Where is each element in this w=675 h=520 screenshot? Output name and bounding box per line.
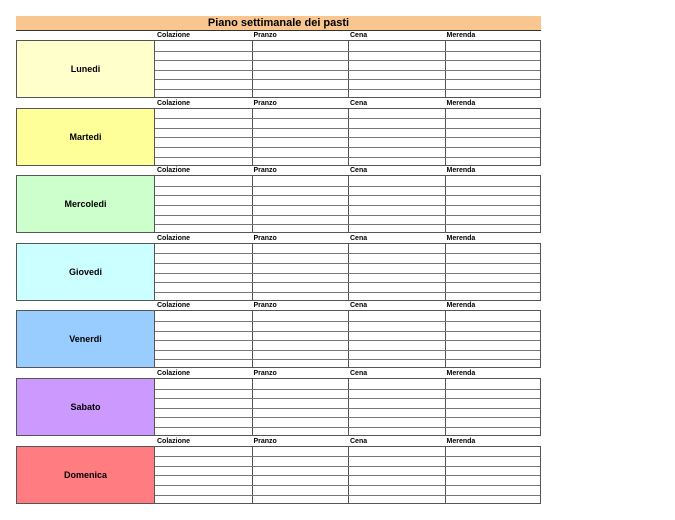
grid-row-divider [155,147,540,148]
grid-row-divider [155,224,540,225]
meal-header-row [155,301,541,310]
grid-row-divider [155,331,540,332]
meal-header-merenda: Merenda [446,99,476,107]
meal-header-cena: Cena [350,302,368,310]
meal-header-colazione: Colazione [157,302,191,310]
meal-header-merenda: Merenda [446,32,476,39]
meal-entry-grid[interactable] [155,108,541,166]
sheet-title: Piano settimanale dei pasti [16,16,541,31]
meal-header-pranzo: Pranzo [253,234,277,242]
meal-header-colazione: Colazione [157,369,191,377]
grid-row-divider [155,157,540,158]
day-block-mercoledi [16,166,541,234]
grid-row-divider [155,89,540,90]
meal-entry-grid[interactable] [155,175,541,233]
meal-entry-grid[interactable] [155,378,541,436]
meal-header-pranzo: Pranzo [253,99,277,107]
meal-header-merenda: Merenda [446,167,476,175]
grid-row-divider [155,273,540,274]
grid-row-divider [155,205,540,206]
grid-row-divider [155,263,540,264]
meal-header-cena: Cena [350,32,368,39]
day-block-martedi [16,99,541,167]
grid-row-divider [155,215,540,216]
day-block-giovedi [16,234,541,302]
day-label-cell[interactable]: Martedi [16,108,155,166]
grid-row-divider [155,485,540,486]
day-label-cell[interactable]: Sabato [16,378,155,436]
meal-header-row [155,99,541,108]
grid-row-divider [155,495,540,496]
meal-header-row [155,369,541,378]
meal-entry-grid[interactable] [155,446,541,504]
day-block-venerdi [16,301,541,369]
meal-header-colazione: Colazione [157,437,191,445]
grid-row-divider [155,186,540,187]
meal-entry-grid[interactable] [155,40,541,98]
grid-row-divider [155,79,540,80]
grid-row-divider [155,70,540,71]
meal-plan-sheet [16,16,541,504]
meal-entry-grid[interactable] [155,243,541,301]
meal-header-merenda: Merenda [446,234,476,242]
grid-row-divider [155,466,540,467]
grid-row-divider [155,389,540,390]
day-label-cell[interactable]: Giovedi [16,243,155,301]
grid-row-divider [155,456,540,457]
meal-header-cena: Cena [350,167,368,175]
meal-header-merenda: Merenda [446,369,476,377]
meal-header-row [155,31,541,40]
grid-row-divider [155,427,540,428]
grid-row-divider [155,408,540,409]
meal-header-row [155,234,541,243]
grid-row-divider [155,417,540,418]
meal-header-merenda: Merenda [446,437,476,445]
meal-header-pranzo: Pranzo [253,32,277,39]
grid-row-divider [155,51,540,52]
meal-header-pranzo: Pranzo [253,369,277,377]
meal-entry-grid[interactable] [155,310,541,368]
grid-row-divider [155,350,540,351]
meal-header-cena: Cena [350,99,368,107]
meal-header-pranzo: Pranzo [253,437,277,445]
grid-row-divider [155,128,540,129]
grid-row-divider [155,195,540,196]
grid-row-divider [155,137,540,138]
meal-header-cena: Cena [350,437,368,445]
grid-row-divider [155,359,540,360]
meal-header-row [155,166,541,175]
day-label-cell[interactable]: Venerdi [16,310,155,368]
grid-row-divider [155,60,540,61]
meal-header-merenda: Merenda [446,302,476,310]
meal-header-row [155,437,541,446]
grid-row-divider [155,253,540,254]
day-label-cell[interactable]: Lunedi [16,40,155,98]
day-block-domenica [16,437,541,505]
meal-header-colazione: Colazione [157,234,191,242]
day-label-cell[interactable]: Mercoledi [16,175,155,233]
grid-row-divider [155,282,540,283]
day-block-lunedi [16,31,541,99]
day-block-sabato [16,369,541,437]
meal-header-colazione: Colazione [157,32,191,39]
meal-header-pranzo: Pranzo [253,302,277,310]
day-label-cell[interactable]: Domenica [16,446,155,504]
meal-header-pranzo: Pranzo [253,167,277,175]
meal-header-colazione: Colazione [157,167,191,175]
meal-header-cena: Cena [350,234,368,242]
grid-row-divider [155,321,540,322]
grid-row-divider [155,475,540,476]
meal-header-cena: Cena [350,369,368,377]
grid-row-divider [155,292,540,293]
grid-row-divider [155,118,540,119]
meal-header-colazione: Colazione [157,99,191,107]
grid-row-divider [155,398,540,399]
grid-row-divider [155,340,540,341]
days-container [16,31,541,504]
